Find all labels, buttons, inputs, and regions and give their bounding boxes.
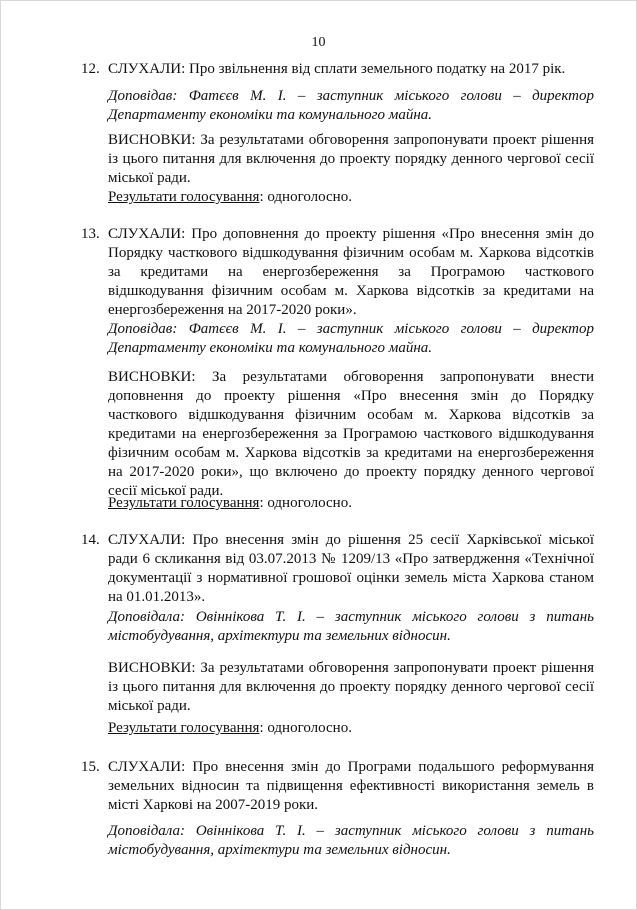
- item-number: 15.: [81, 759, 100, 775]
- heard-text: СЛУХАЛИ: Про внесення змін до рішення 25 сесії Харківської міської ради 6 скликання від 03.07.2013 № 1209/13 «Про затвердження «Технічної документації з нормативної грошової оцінки земель міста Харкова станом на 01.01.2013».: [108, 532, 594, 605]
- voting-result-value: : одноголосно.: [259, 720, 352, 736]
- voting-result: [108, 188, 594, 207]
- voting-result-label: Результати голосування: [108, 495, 260, 511]
- item-number: 14.: [81, 532, 100, 548]
- voting-result-label: Результати голосування: [108, 720, 260, 736]
- voting-result: [108, 719, 594, 738]
- speaker-text: Доповідав: Фатєєв М. І. – заступник міського голови – директор Департаменту економіки та комунального майна.: [108, 88, 594, 123]
- heard-text: СЛУХАЛИ: Про внесення змін до Програми подальшого реформування земельних відносин та підвищення ефективності використання земель в місті Харкові на 2007-2019 роки.: [108, 759, 594, 813]
- page-number: 10: [311, 35, 326, 50]
- conclusions-text: ВИСНОВКИ: За результатами обговорення запропонувати внести доповнення до проекту рішення «Про внесення змін до Порядку часткового відшкодування фізичним особам м. Харкова відсотків за кредитами на енергозбереження за Програмою часткового відшкодування фізичним особам м. Харкова відсотків за кредитами на енергозбереження на 2017-2020 роки», що включено до проекту порядку денного чергової сесії міської ради.: [108, 369, 594, 499]
- speaker-text: Доповідала: Овіннікова Т. І. – заступник міського голови з питань містобудування, архітектури та земельних відносин.: [108, 823, 594, 858]
- heard-text: СЛУХАЛИ: Про доповнення до проекту рішення «Про внесення змін до Порядку часткового відшкодування фізичним особам м. Харкова відсотків за кредитами на енергозбереження за Програмою часткового відшкодування фізичним особам м. Харкова відсотків за кредитами на енергозбереження на 2017-2020 роки».: [108, 226, 594, 318]
- speaker-text: Доповідав: Фатєєв М. І. – заступник міського голови – директор Департаменту економіки та комунального майна.: [108, 321, 594, 356]
- conclusions-text: ВИСНОВКИ: За результатами обговорення запропонувати проект рішення із цього питання для включення до проекту порядку денного чергової сесії міської ради.: [108, 660, 594, 714]
- voting-result: [108, 494, 594, 513]
- voting-result-label: Результати голосування: [108, 189, 260, 205]
- heard-text: СЛУХАЛИ: Про звільнення від сплати земельного податку на 2017 рік.: [108, 61, 566, 77]
- voting-result-value: : одноголосно.: [259, 495, 352, 511]
- item-number: 13.: [81, 226, 100, 242]
- speaker-text: Доповідала: Овіннікова Т. І. – заступник міського голови з питань містобудування, архітектури та земельних відносин.: [108, 609, 594, 644]
- item-number: 12.: [81, 61, 100, 77]
- conclusions-text: ВИСНОВКИ: За результатами обговорення запропонувати проект рішення із цього питання для включення до проекту порядку денного чергової сесії міської ради.: [108, 132, 594, 186]
- voting-result-value: : одноголосно.: [259, 189, 352, 205]
